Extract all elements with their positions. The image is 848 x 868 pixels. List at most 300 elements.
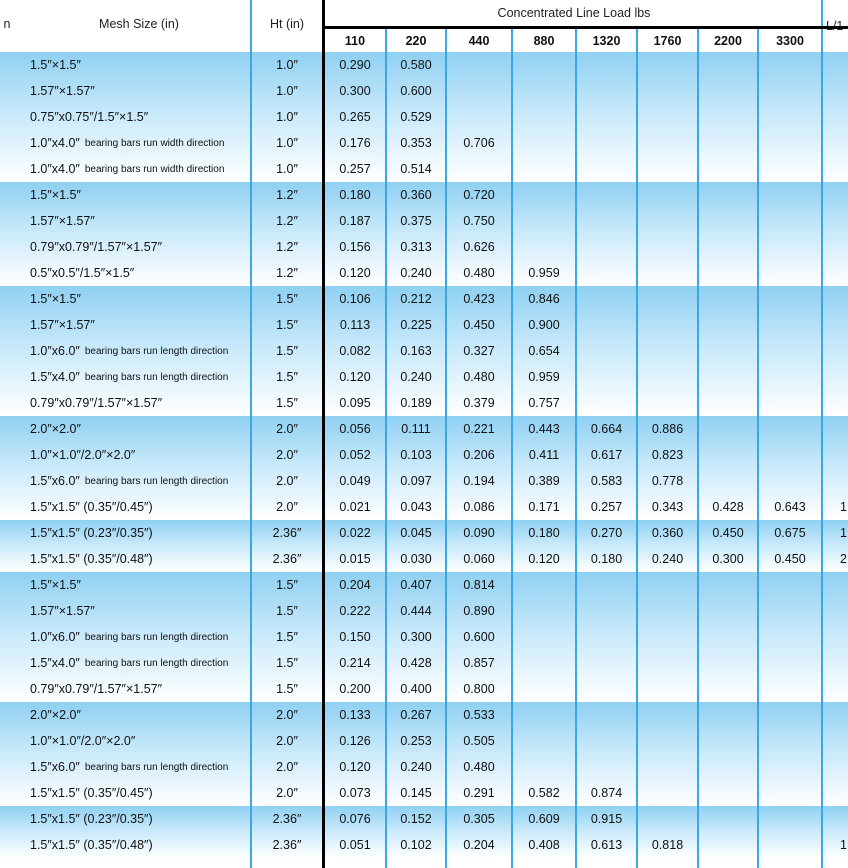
mesh-size-cell <box>30 598 95 624</box>
deflection-value <box>637 728 698 754</box>
height-cell: 2.36″ <box>272 552 302 566</box>
mesh-size-value: 1.5″x4.0″ <box>30 656 80 670</box>
height-cell: 1.5″ <box>276 318 298 332</box>
deflection-value <box>637 702 698 728</box>
deflection-value: 0.533 <box>463 708 495 722</box>
deflection-value <box>637 780 698 806</box>
deflection-value: 0.300 <box>339 84 371 98</box>
height-cell: 1.2″ <box>276 266 298 280</box>
deflection-value: 0.600 <box>463 630 495 644</box>
deflection-value: 0.529 <box>400 110 432 124</box>
deflection-value <box>512 728 576 754</box>
deflection-value: 0.095 <box>339 396 371 410</box>
deflection-value <box>758 416 822 442</box>
deflection-value <box>576 312 637 338</box>
table-row <box>0 520 848 546</box>
deflection-value: 0.600 <box>400 84 432 98</box>
deflection-value <box>698 650 758 676</box>
deflection-value: 0.060 <box>463 552 495 566</box>
height-cell: 2.0″ <box>276 734 298 748</box>
deflection-value <box>576 182 637 208</box>
deflection-value: 0.654 <box>528 344 560 358</box>
height-cell: 2.0″ <box>276 422 298 436</box>
deflection-value: 0.267 <box>400 708 432 722</box>
deflection-value <box>758 390 822 416</box>
deflection-value <box>758 208 822 234</box>
column-divider <box>445 28 447 868</box>
mesh-note: bearing bars run length direction <box>84 371 229 383</box>
deflection-value: 0.874 <box>590 786 623 800</box>
mesh-size-value: 0.79″x0.79″/1.57″×1.57″ <box>30 396 163 410</box>
mesh-size-cell <box>30 728 135 754</box>
mesh-size-cell <box>30 494 153 520</box>
deflection-value <box>637 390 698 416</box>
deflection-value <box>758 104 822 130</box>
deflection-value: 0.240 <box>400 760 432 774</box>
table-row <box>0 312 848 338</box>
mesh-size-cell <box>30 286 81 312</box>
height-cell: 2.0″ <box>276 760 298 774</box>
deflection-value <box>698 182 758 208</box>
deflection-value <box>698 468 758 494</box>
deflection-value <box>758 78 822 104</box>
deflection-value: 0.613 <box>590 838 623 852</box>
deflection-value: 0.300 <box>712 552 744 566</box>
deflection-value <box>698 572 758 598</box>
height-cell: 1.5″ <box>276 682 298 696</box>
mesh-size-cell <box>30 442 135 468</box>
deflection-value: 0.450 <box>774 552 806 566</box>
mesh-size-value: 1.5″x6.0″ <box>30 760 80 774</box>
height-cell: 1.2″ <box>276 214 298 228</box>
table-row <box>0 442 848 468</box>
deflection-value <box>698 338 758 364</box>
height-cell: 1.5″ <box>276 344 298 358</box>
deflection-value <box>698 260 758 286</box>
deflection-value: 0.379 <box>463 396 495 410</box>
deflection-value <box>758 728 822 754</box>
height-cell: 1.0″ <box>276 136 298 150</box>
deflection-value: 0.443 <box>528 422 560 436</box>
deflection-value: 0.052 <box>339 448 371 462</box>
deflection-value: 0.814 <box>463 578 495 592</box>
deflection-value <box>576 338 637 364</box>
mesh-note: bearing bars run length direction <box>84 631 229 643</box>
height-cell: 1.2″ <box>276 240 298 254</box>
deflection-value: 0.857 <box>463 656 495 670</box>
deflection-value <box>576 364 637 390</box>
deflection-value: 0.582 <box>528 786 560 800</box>
deflection-value <box>512 650 576 676</box>
height-cell: 2.36″ <box>272 812 302 826</box>
deflection-value <box>698 598 758 624</box>
deflection-value: 0.375 <box>400 214 432 228</box>
table-row <box>0 364 848 390</box>
deflection-value: 0.290 <box>339 58 371 72</box>
load-header-440: 440 <box>468 34 490 48</box>
deflection-value: 0.030 <box>400 552 432 566</box>
thick-divider-horizontal <box>323 26 848 29</box>
deflection-value: 0.408 <box>528 838 560 852</box>
deflection-value <box>637 572 698 598</box>
deflection-value: 0.204 <box>339 578 371 592</box>
mesh-size-value: 0.79″x0.79″/1.57″×1.57″ <box>30 682 163 696</box>
deflection-value: 0.580 <box>400 58 432 72</box>
deflection-value: 0.675 <box>774 526 806 540</box>
deflection-value: 0.480 <box>463 370 495 384</box>
deflection-value <box>758 598 822 624</box>
deflection-value: 0.221 <box>463 422 495 436</box>
mesh-size-cell <box>30 754 228 780</box>
deflection-value: 0.049 <box>339 474 371 488</box>
deflection-value <box>512 156 576 182</box>
mesh-note: bearing bars run length direction <box>84 761 229 773</box>
mesh-size-cell <box>30 78 95 104</box>
height-cell: 2.0″ <box>276 708 298 722</box>
mesh-note: bearing bars run width direction <box>84 137 225 149</box>
deflection-value <box>576 598 637 624</box>
mesh-size-value: 1.5″×1.5″ <box>30 578 81 592</box>
deflection-value <box>576 156 637 182</box>
deflection-value <box>698 416 758 442</box>
deflection-value <box>698 702 758 728</box>
edge-fragment: 1 <box>840 838 847 852</box>
height-cell: 1.5″ <box>276 578 298 592</box>
deflection-value: 0.120 <box>339 266 371 280</box>
deflection-value <box>576 572 637 598</box>
deflection-value: 0.180 <box>339 188 371 202</box>
mesh-size-value: 1.5″×1.5″ <box>30 58 81 72</box>
deflection-value: 0.400 <box>400 682 432 696</box>
deflection-value <box>512 676 576 702</box>
mesh-size-value: 1.0″x6.0″ <box>30 630 80 644</box>
deflection-value: 0.823 <box>651 448 684 462</box>
deflection-value: 0.846 <box>528 292 560 306</box>
deflection-value: 0.176 <box>339 136 371 150</box>
deflection-value <box>576 624 637 650</box>
deflection-value <box>698 806 758 832</box>
deflection-value: 0.664 <box>590 422 623 436</box>
deflection-value: 0.514 <box>400 162 432 176</box>
table-row <box>0 650 848 676</box>
mesh-size-value: 1.57″×1.57″ <box>30 604 95 618</box>
deflection-value: 0.959 <box>528 370 560 384</box>
deflection-value <box>637 286 698 312</box>
deflection-value <box>446 52 512 78</box>
column-divider <box>697 28 699 868</box>
deflection-value: 0.959 <box>528 266 560 280</box>
deflection-value: 0.450 <box>712 526 744 540</box>
table-row <box>0 130 848 156</box>
deflection-value: 0.800 <box>463 682 495 696</box>
height-cell: 2.0″ <box>276 786 298 800</box>
table-row <box>0 390 848 416</box>
column-divider <box>636 28 638 868</box>
mesh-size-cell <box>30 234 162 260</box>
deflection-value <box>758 702 822 728</box>
height-cell: 1.5″ <box>276 630 298 644</box>
mesh-size-value: 1.5″x4.0″ <box>30 370 80 384</box>
mesh-size-value: 1.57″×1.57″ <box>30 84 95 98</box>
height-cell: 1.5″ <box>276 656 298 670</box>
deflection-value: 0.327 <box>463 344 495 358</box>
deflection-value <box>576 104 637 130</box>
deflection-value: 0.180 <box>590 552 623 566</box>
table-row <box>0 832 848 858</box>
deflection-value: 0.051 <box>339 838 371 852</box>
deflection-value <box>758 364 822 390</box>
mesh-size-cell <box>30 832 153 858</box>
header-mesh-size: Mesh Size (in) <box>99 17 179 31</box>
deflection-value: 0.120 <box>528 552 560 566</box>
deflection-value: 0.106 <box>339 292 371 306</box>
deflection-value <box>512 78 576 104</box>
mesh-size-cell <box>30 260 134 286</box>
column-divider <box>385 28 387 868</box>
load-header-2200: 2200 <box>714 34 742 48</box>
table-row <box>0 260 848 286</box>
deflection-value: 0.073 <box>339 786 371 800</box>
deflection-value <box>637 676 698 702</box>
deflection-value <box>637 312 698 338</box>
header-height: Ht (in) <box>269 17 305 31</box>
deflection-value <box>637 104 698 130</box>
deflection-value <box>637 78 698 104</box>
mesh-size-value: 1.5″x1.5″ (0.35″/0.48″) <box>30 838 153 852</box>
height-cell: 2.36″ <box>272 526 302 540</box>
mesh-size-cell <box>30 390 162 416</box>
deflection-value: 0.257 <box>339 162 371 176</box>
deflection-value: 0.022 <box>339 526 371 540</box>
deflection-value <box>637 234 698 260</box>
deflection-value <box>698 104 758 130</box>
deflection-value: 0.609 <box>528 812 560 826</box>
deflection-value: 0.145 <box>400 786 432 800</box>
mesh-size-value: 1.0″×1.0″/2.0″×2.0″ <box>30 448 136 462</box>
deflection-value <box>576 728 637 754</box>
mesh-size-value: 2.0″×2.0″ <box>30 708 81 722</box>
deflection-value <box>512 624 576 650</box>
height-cell: 1.0″ <box>276 84 298 98</box>
mesh-note: bearing bars run length direction <box>84 475 229 487</box>
deflection-value <box>512 208 576 234</box>
deflection-value <box>576 754 637 780</box>
deflection-value <box>758 338 822 364</box>
table-row <box>0 52 848 78</box>
deflection-value <box>698 286 758 312</box>
deflection-value <box>576 702 637 728</box>
deflection-value: 0.189 <box>400 396 432 410</box>
height-cell: 1.5″ <box>276 396 298 410</box>
deflection-value <box>758 650 822 676</box>
header-col-fragment: n <box>3 17 11 31</box>
deflection-value <box>637 52 698 78</box>
deflection-value <box>758 234 822 260</box>
deflection-value: 0.313 <box>400 240 432 254</box>
mesh-size-cell <box>30 52 81 78</box>
table-row <box>0 676 848 702</box>
deflection-value: 0.778 <box>651 474 684 488</box>
deflection-value <box>698 364 758 390</box>
deflection-value: 0.343 <box>651 500 684 514</box>
mesh-size-cell <box>30 364 228 390</box>
deflection-value: 0.480 <box>463 266 495 280</box>
deflection-value: 0.045 <box>400 526 432 540</box>
deflection-value: 0.111 <box>401 422 431 436</box>
column-divider <box>821 0 823 868</box>
deflection-value: 0.152 <box>400 812 432 826</box>
deflection-value <box>758 130 822 156</box>
mesh-size-value: 1.5″x1.5″ (0.23″/0.35″) <box>30 812 153 826</box>
deflection-value: 0.305 <box>463 812 495 826</box>
deflection-value: 0.915 <box>590 812 623 826</box>
deflection-value <box>758 260 822 286</box>
deflection-value: 0.076 <box>339 812 371 826</box>
deflection-value <box>698 832 758 858</box>
edge-fragment: 1 <box>840 526 847 540</box>
deflection-value: 0.626 <box>463 240 495 254</box>
mesh-size-value: 1.0″x4.0″ <box>30 162 80 176</box>
height-cell: 2.0″ <box>276 474 298 488</box>
deflection-value: 0.090 <box>463 526 495 540</box>
mesh-size-value: 0.79″x0.79″/1.57″×1.57″ <box>30 240 163 254</box>
deflection-value: 0.156 <box>339 240 371 254</box>
deflection-value <box>698 390 758 416</box>
deflection-value: 0.411 <box>528 448 560 462</box>
deflection-value: 0.222 <box>339 604 371 618</box>
mesh-size-cell <box>30 156 224 182</box>
deflection-value <box>637 338 698 364</box>
deflection-value: 0.423 <box>463 292 495 306</box>
deflection-value: 0.150 <box>339 630 371 644</box>
deflection-value: 0.015 <box>339 552 371 566</box>
deflection-value <box>576 130 637 156</box>
deflection-value: 0.450 <box>463 318 495 332</box>
height-cell: 2.36″ <box>272 838 302 852</box>
column-divider <box>575 28 577 868</box>
deflection-value <box>512 754 576 780</box>
deflection-value <box>758 624 822 650</box>
header-concentrated-load: Concentrated Line Load lbs <box>497 6 651 20</box>
edge-fragment: 2 <box>840 552 847 566</box>
deflection-value <box>698 234 758 260</box>
mesh-size-cell <box>30 104 148 130</box>
deflection-value: 0.505 <box>463 734 495 748</box>
deflection-value <box>758 780 822 806</box>
table-row <box>0 182 848 208</box>
deflection-value <box>512 52 576 78</box>
height-cell: 1.5″ <box>276 604 298 618</box>
deflection-value: 0.270 <box>590 526 623 540</box>
deflection-value <box>512 572 576 598</box>
column-divider <box>757 28 759 868</box>
deflection-value <box>758 442 822 468</box>
mesh-note: bearing bars run length direction <box>84 657 229 669</box>
deflection-value <box>576 260 637 286</box>
deflection-value: 0.171 <box>528 500 560 514</box>
deflection-value: 0.265 <box>339 110 371 124</box>
deflection-value: 0.818 <box>651 838 684 852</box>
table-row <box>0 416 848 442</box>
deflection-value <box>637 806 698 832</box>
deflection-value <box>758 52 822 78</box>
deflection-value <box>698 52 758 78</box>
deflection-value: 0.428 <box>712 500 744 514</box>
deflection-value <box>576 390 637 416</box>
deflection-value: 0.617 <box>590 448 623 462</box>
table-row <box>0 598 848 624</box>
deflection-value: 0.360 <box>400 188 432 202</box>
deflection-value <box>698 728 758 754</box>
deflection-value: 0.126 <box>339 734 371 748</box>
deflection-value: 0.890 <box>463 604 495 618</box>
deflection-value <box>698 442 758 468</box>
deflection-value: 0.720 <box>463 188 495 202</box>
deflection-value: 0.444 <box>400 604 432 618</box>
table-row <box>0 780 848 806</box>
mesh-size-value: 1.5″×1.5″ <box>30 188 81 202</box>
deflection-value: 0.757 <box>528 396 560 410</box>
deflection-value <box>698 130 758 156</box>
mesh-size-value: 1.57″×1.57″ <box>30 214 95 228</box>
deflection-value <box>576 676 637 702</box>
deflection-value: 0.750 <box>463 214 495 228</box>
deflection-value: 0.240 <box>651 552 684 566</box>
height-cell: 1.2″ <box>276 188 298 202</box>
table-row <box>0 208 848 234</box>
mesh-size-value: 1.5″x1.5″ (0.35″/0.48″) <box>30 552 153 566</box>
deflection-value: 0.086 <box>463 500 495 514</box>
deflection-value: 0.212 <box>400 292 432 306</box>
thick-divider-vertical <box>322 0 325 868</box>
deflection-value <box>637 260 698 286</box>
deflection-value: 0.021 <box>339 500 371 514</box>
deflection-value <box>637 364 698 390</box>
table-row <box>0 234 848 260</box>
table-row <box>0 702 848 728</box>
mesh-size-value: 1.0″x4.0″ <box>30 136 80 150</box>
mesh-size-cell <box>30 416 81 442</box>
deflection-value <box>637 130 698 156</box>
deflection-value: 0.103 <box>400 448 432 462</box>
deflection-value: 0.187 <box>339 214 371 228</box>
deflection-value <box>698 208 758 234</box>
deflection-value: 0.300 <box>400 630 432 644</box>
table-row <box>0 338 848 364</box>
deflection-value: 0.900 <box>528 318 560 332</box>
mesh-size-value: 0.75″x0.75″/1.5″×1.5″ <box>30 110 149 124</box>
deflection-value: 0.407 <box>400 578 432 592</box>
deflection-value <box>758 182 822 208</box>
load-header-880: 880 <box>533 34 555 48</box>
load-header-110: 110 <box>344 34 366 48</box>
table-row <box>0 728 848 754</box>
deflection-value: 0.706 <box>463 136 495 150</box>
deflection-value <box>446 78 512 104</box>
deflection-value: 0.200 <box>339 682 371 696</box>
deflection-value <box>637 598 698 624</box>
column-divider <box>511 28 513 868</box>
mesh-size-cell <box>30 624 228 650</box>
mesh-size-cell <box>30 130 224 156</box>
deflection-value: 0.056 <box>339 422 371 436</box>
height-cell: 2.0″ <box>276 448 298 462</box>
deflection-value: 0.120 <box>339 760 371 774</box>
height-cell: 2.0″ <box>276 500 298 514</box>
deflection-value <box>637 182 698 208</box>
deflection-value: 0.428 <box>400 656 432 670</box>
load-header-1320: 1320 <box>592 34 621 48</box>
